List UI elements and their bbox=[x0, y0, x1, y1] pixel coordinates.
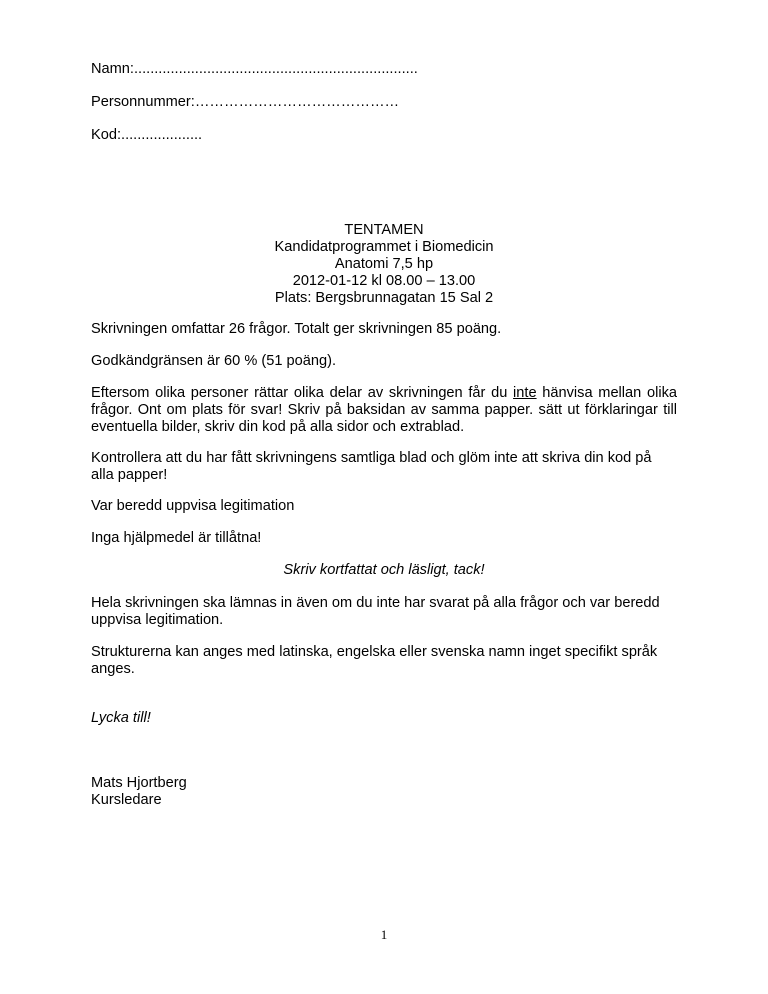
language-paragraph: Strukturerna kan anges med latinska, engelska eller svenska namn inget specifikt språk anges. bbox=[91, 644, 658, 677]
grading-text-after: hänvisa mellan olika frågor. Ont om plats för svar! Skriv på baksidan av samma papper. sätt ut förklaringar till eventuella bilder, skriv din kod på alla sidor och extrablad. bbox=[91, 385, 677, 435]
scope-text: Skrivningen omfattar 26 frågor. Totalt ger skrivningen 85 poäng. bbox=[91, 321, 502, 337]
submit-all-paragraph: Hela skrivningen ska lämnas in även om du inte har svarat på alla frågor och var beredd uppvisa legitimation. bbox=[91, 595, 660, 628]
no-aids-text: Inga hjälpmedel är tillåtna! bbox=[91, 530, 262, 546]
page-number: 1 bbox=[380, 927, 388, 942]
name-field: Namn:...................................................................... bbox=[91, 61, 418, 77]
signer-name: Mats Hjortberg bbox=[91, 775, 187, 791]
course-name: Anatomi 7,5 hp bbox=[334, 256, 434, 272]
grading-text-before: Eftersom olika personer rättar olika delar av skrivningen får du bbox=[91, 385, 514, 401]
signer-role: Kursledare bbox=[91, 792, 162, 808]
grading-emphasis: inte bbox=[513, 385, 537, 401]
write-clearly-text: Skriv kortfattat och läsligt, tack! bbox=[283, 562, 485, 578]
kod-field: Kod:.................... bbox=[91, 127, 203, 143]
exam-location: Plats: Bergsbrunnagatan 15 Sal 2 bbox=[274, 290, 494, 306]
good-luck-text: Lycka till! bbox=[91, 710, 151, 726]
pass-limit-text: Godkändgränsen är 60 % (51 poäng). bbox=[91, 353, 337, 369]
exam-title: TENTAMEN bbox=[344, 222, 424, 238]
program-name: Kandidatprogrammet i Biomedicin bbox=[274, 239, 494, 255]
grading-paragraph bbox=[91, 385, 677, 436]
exam-datetime: 2012-01-12 kl 08.00 – 13.00 bbox=[292, 273, 476, 289]
personnummer-field: Personnummer:…………………………………… bbox=[91, 94, 400, 110]
id-required-text: Var beredd uppvisa legitimation bbox=[91, 498, 295, 514]
check-sheets-paragraph: Kontrollera att du har fått skrivningens samtliga blad och glöm inte att skriva din kod på alla papper! bbox=[91, 450, 652, 483]
